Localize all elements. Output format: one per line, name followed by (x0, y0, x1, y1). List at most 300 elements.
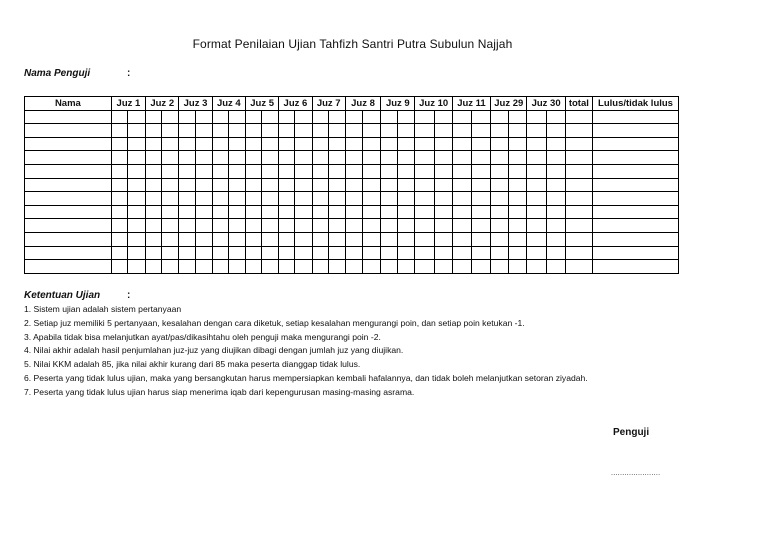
table-cell (295, 124, 312, 138)
table-cell (127, 205, 145, 219)
table-cell (398, 192, 415, 206)
table-cell (127, 137, 145, 151)
table-cell (593, 110, 679, 124)
table-cell (195, 178, 212, 192)
table-cell (509, 164, 527, 178)
table-cell (415, 205, 434, 219)
table-cell (381, 110, 398, 124)
column-header-juz-3: Juz 3 (179, 97, 212, 111)
table-cell (452, 192, 471, 206)
table-cell (295, 178, 312, 192)
table-cell (345, 219, 362, 233)
table-cell (328, 164, 345, 178)
column-header-juz-11: Juz 11 (452, 97, 490, 111)
table-cell (111, 219, 127, 233)
table-cell (328, 124, 345, 138)
table-row (25, 164, 679, 178)
table-cell (312, 124, 328, 138)
table-cell (162, 151, 179, 165)
table-cell (179, 219, 195, 233)
table-cell (312, 151, 328, 165)
table-cell (546, 232, 565, 246)
table-cell (111, 178, 127, 192)
table-cell (527, 151, 546, 165)
table-cell (363, 192, 381, 206)
table-cell (434, 124, 452, 138)
table-cell (146, 232, 162, 246)
table-cell (262, 219, 279, 233)
table-row (25, 219, 679, 233)
table-cell (363, 246, 381, 260)
table-cell (527, 232, 546, 246)
examiner-name-field (24, 68, 131, 79)
table-cell (491, 124, 509, 138)
table-cell (212, 246, 228, 260)
table-cell (212, 110, 228, 124)
table-cell (245, 151, 261, 165)
table-cell (25, 260, 112, 274)
table-cell (228, 260, 245, 274)
table-cell (509, 137, 527, 151)
table-cell (398, 151, 415, 165)
table-cell (565, 232, 592, 246)
examiner-name-label: Nama Penguji (24, 68, 91, 79)
table-cell (491, 219, 509, 233)
table-cell (593, 232, 679, 246)
table-cell (452, 110, 471, 124)
table-cell (127, 192, 145, 206)
table-cell (146, 151, 162, 165)
table-cell (279, 178, 295, 192)
table-cell (527, 178, 546, 192)
table-cell (111, 124, 127, 138)
table-cell (127, 219, 145, 233)
table-cell (162, 164, 179, 178)
table-cell (565, 246, 592, 260)
table-cell (279, 219, 295, 233)
table-cell (398, 232, 415, 246)
table-cell (345, 192, 362, 206)
table-cell (546, 178, 565, 192)
table-cell (565, 110, 592, 124)
table-cell (527, 219, 546, 233)
table-cell (127, 232, 145, 246)
table-cell (415, 260, 434, 274)
table-cell (565, 124, 592, 138)
table-cell (279, 124, 295, 138)
table-row (25, 232, 679, 246)
table-cell (565, 164, 592, 178)
table-cell (345, 164, 362, 178)
table-cell (146, 246, 162, 260)
table-cell (328, 260, 345, 274)
table-cell (527, 164, 546, 178)
table-cell (363, 124, 381, 138)
table-cell (25, 205, 112, 219)
exam-rules-label: Ketentuan Ujian (24, 290, 101, 301)
table-cell (345, 178, 362, 192)
table-cell (262, 178, 279, 192)
table-cell (279, 246, 295, 260)
table-cell (25, 178, 112, 192)
table-cell (25, 232, 112, 246)
table-cell (471, 192, 490, 206)
table-cell (381, 232, 398, 246)
table-cell (565, 192, 592, 206)
table-cell (195, 232, 212, 246)
table-cell (162, 260, 179, 274)
column-header-juz-9: Juz 9 (381, 97, 415, 111)
table-cell (195, 192, 212, 206)
table-cell (228, 137, 245, 151)
table-cell (179, 246, 195, 260)
table-cell (491, 164, 509, 178)
table-cell (279, 232, 295, 246)
table-cell (228, 124, 245, 138)
table-cell (195, 164, 212, 178)
table-cell (295, 232, 312, 246)
column-header-juz-10: Juz 10 (415, 97, 452, 111)
table-cell (245, 246, 261, 260)
table-cell (452, 260, 471, 274)
table-cell (527, 124, 546, 138)
table-cell (546, 137, 565, 151)
table-cell (491, 110, 509, 124)
table-cell (565, 151, 592, 165)
table-cell (312, 137, 328, 151)
table-cell (509, 192, 527, 206)
table-cell (179, 151, 195, 165)
examiner-name-colon: : (127, 68, 131, 79)
table-cell (279, 137, 295, 151)
table-cell (111, 205, 127, 219)
table-cell (398, 137, 415, 151)
rule-item: 5. Nilai KKM adalah 85, jika nilai akhir kurang dari 85 maka peserta dianggap tidak lulus. (24, 359, 361, 370)
rule-item: 3. Apabila tidak bisa melanjutkan ayat/pas/dikasihtahu oleh penguji maka mengurangi poin -2. (24, 331, 381, 342)
table-cell (415, 110, 434, 124)
table-cell (111, 246, 127, 260)
table-cell (381, 205, 398, 219)
table-cell (452, 137, 471, 151)
table-cell (127, 151, 145, 165)
table-cell (25, 110, 112, 124)
table-cell (127, 178, 145, 192)
column-header-juz-5: Juz 5 (245, 97, 278, 111)
table-cell (527, 137, 546, 151)
table-cell (312, 164, 328, 178)
table-cell (162, 232, 179, 246)
table-cell (593, 137, 679, 151)
table-cell (452, 205, 471, 219)
table-cell (434, 246, 452, 260)
table-cell (162, 124, 179, 138)
table-cell (491, 192, 509, 206)
table-cell (471, 246, 490, 260)
table-cell (434, 219, 452, 233)
table-cell (509, 124, 527, 138)
table-row (25, 260, 679, 274)
table-row (25, 192, 679, 206)
table-cell (471, 219, 490, 233)
table-cell (491, 232, 509, 246)
signature-label: Penguji (613, 427, 650, 438)
table-cell (25, 192, 112, 206)
table-cell (491, 205, 509, 219)
table-cell (363, 219, 381, 233)
table-cell (111, 110, 127, 124)
table-cell (509, 151, 527, 165)
table-cell (195, 110, 212, 124)
table-cell (179, 232, 195, 246)
table-cell (279, 151, 295, 165)
rule-item: 2. Setiap juz memiliki 5 pertanyaan, kesalahan dengan cara diketuk, setiap kesalahan mengurangi poin, dan setiap poin ketukan -1. (24, 317, 525, 328)
column-header-juz-29: Juz 29 (491, 97, 527, 111)
table-cell (111, 151, 127, 165)
table-cell (228, 110, 245, 124)
table-cell (345, 137, 362, 151)
table-cell (381, 219, 398, 233)
table-cell (345, 260, 362, 274)
rule-item: 4. Nilai akhir adalah hasil penjumlahan juz-juz yang diujikan dibagi dengan jumlah juz yang diujikan. (24, 345, 404, 356)
table-cell (146, 178, 162, 192)
table-cell (381, 246, 398, 260)
table-cell (546, 192, 565, 206)
rule-item: 7. Peserta yang tidak lulus ujian harus siap menerima iqab dari kepengurusan masing-masing asrama. (24, 386, 415, 397)
table-cell (381, 151, 398, 165)
table-row (25, 151, 679, 165)
table-cell (262, 151, 279, 165)
table-cell (312, 178, 328, 192)
table-cell (179, 164, 195, 178)
table-cell (452, 232, 471, 246)
table-cell (415, 137, 434, 151)
table-cell (25, 137, 112, 151)
table-cell (262, 192, 279, 206)
table-cell (363, 137, 381, 151)
table-cell (146, 137, 162, 151)
table-body (25, 110, 679, 273)
table-cell (295, 260, 312, 274)
table-cell (245, 219, 261, 233)
table-cell (279, 192, 295, 206)
table-cell (195, 219, 212, 233)
exam-rules-heading (24, 290, 131, 301)
table-cell (228, 192, 245, 206)
table-row (25, 110, 679, 124)
table-cell (415, 219, 434, 233)
table-cell (146, 110, 162, 124)
table-cell (471, 178, 490, 192)
table-cell (415, 151, 434, 165)
table-cell (195, 151, 212, 165)
table-cell (452, 178, 471, 192)
table-cell (593, 124, 679, 138)
table-cell (471, 205, 490, 219)
table-cell (345, 124, 362, 138)
column-header-juz-4: Juz 4 (212, 97, 245, 111)
rule-item: 6. Peserta yang tidak lulus ujian, maka yang bersangkutan harus mempersiapkan kembali hafalannya, dan tidak boleh melanjutkan setoran ziyadah. (24, 372, 588, 383)
table-cell (295, 192, 312, 206)
table-cell (434, 205, 452, 219)
column-header-juz-6: Juz 6 (279, 97, 312, 111)
table-cell (295, 164, 312, 178)
table-cell (228, 219, 245, 233)
table-cell (546, 246, 565, 260)
table-cell (415, 246, 434, 260)
exam-rules-colon: : (127, 290, 131, 301)
column-header-name: Nama (25, 97, 112, 111)
table-cell (398, 205, 415, 219)
table-cell (434, 192, 452, 206)
table-cell (179, 192, 195, 206)
table-cell (527, 246, 546, 260)
table-cell (434, 178, 452, 192)
table-cell (593, 178, 679, 192)
signature-line: ...................... (611, 470, 661, 477)
table-cell (195, 124, 212, 138)
table-cell (146, 205, 162, 219)
table-cell (179, 137, 195, 151)
column-header-juz-7: Juz 7 (312, 97, 345, 111)
table-cell (593, 205, 679, 219)
table-cell (262, 246, 279, 260)
table-cell (345, 151, 362, 165)
table-cell (452, 164, 471, 178)
table-cell (398, 246, 415, 260)
table-cell (452, 124, 471, 138)
table-cell (471, 110, 490, 124)
table-cell (509, 205, 527, 219)
table-cell (111, 260, 127, 274)
table-cell (111, 137, 127, 151)
column-header-juz-30: Juz 30 (527, 97, 565, 111)
column-header-total: total (565, 97, 592, 111)
table-cell (363, 205, 381, 219)
table-cell (262, 164, 279, 178)
table-cell (565, 178, 592, 192)
table-cell (245, 137, 261, 151)
table-cell (328, 246, 345, 260)
table-cell (25, 219, 112, 233)
table-cell (212, 137, 228, 151)
table-cell (212, 205, 228, 219)
table-cell (146, 164, 162, 178)
table-cell (179, 124, 195, 138)
table-row (25, 178, 679, 192)
table-cell (245, 232, 261, 246)
table-cell (328, 178, 345, 192)
document-title: Format Penilaian Ujian Tahfizh Santri Putra Subulun Najjah (192, 37, 513, 51)
table-cell (434, 164, 452, 178)
column-header-result: Lulus/tidak lulus (593, 97, 679, 111)
table-cell (127, 110, 145, 124)
table-cell (363, 110, 381, 124)
table-cell (179, 260, 195, 274)
table-cell (195, 260, 212, 274)
table-cell (565, 219, 592, 233)
table-cell (398, 178, 415, 192)
table-cell (262, 124, 279, 138)
table-cell (381, 164, 398, 178)
table-cell (434, 110, 452, 124)
table-cell (312, 260, 328, 274)
table-cell (228, 151, 245, 165)
table-cell (179, 178, 195, 192)
table-cell (398, 219, 415, 233)
table-cell (452, 151, 471, 165)
table-cell (262, 260, 279, 274)
table-cell (471, 232, 490, 246)
table-cell (434, 232, 452, 246)
table-cell (162, 205, 179, 219)
table-cell (471, 151, 490, 165)
table-cell (312, 219, 328, 233)
table-cell (146, 219, 162, 233)
table-cell (363, 260, 381, 274)
table-cell (212, 151, 228, 165)
table-cell (546, 164, 565, 178)
table-cell (279, 260, 295, 274)
exam-rules-list (24, 303, 744, 400)
table-cell (212, 219, 228, 233)
table-cell (398, 124, 415, 138)
table-cell (509, 110, 527, 124)
table-cell (228, 232, 245, 246)
table-cell (509, 260, 527, 274)
rule-item: 1. Sistem ujian adalah sistem pertanyaan (24, 304, 182, 314)
table-cell (565, 205, 592, 219)
table-cell (245, 110, 261, 124)
table-cell (25, 246, 112, 260)
table-cell (212, 124, 228, 138)
table-cell (328, 205, 345, 219)
table-cell (415, 178, 434, 192)
table-cell (509, 219, 527, 233)
table-cell (345, 246, 362, 260)
table-cell (398, 110, 415, 124)
table-cell (527, 205, 546, 219)
table-cell (25, 124, 112, 138)
table-cell (452, 219, 471, 233)
table-cell (295, 151, 312, 165)
table-cell (415, 232, 434, 246)
table-cell (127, 260, 145, 274)
table-cell (245, 178, 261, 192)
table-row (25, 205, 679, 219)
table-row (25, 246, 679, 260)
table-cell (312, 110, 328, 124)
table-cell (328, 192, 345, 206)
table-cell (363, 151, 381, 165)
column-header-juz-2: Juz 2 (146, 97, 179, 111)
table-cell (312, 192, 328, 206)
table-cell (179, 205, 195, 219)
table-cell (381, 192, 398, 206)
table-cell (415, 164, 434, 178)
table-cell (212, 260, 228, 274)
table-cell (328, 137, 345, 151)
table-cell (245, 192, 261, 206)
table-cell (162, 246, 179, 260)
table-cell (527, 260, 546, 274)
table-row (25, 137, 679, 151)
table-cell (363, 178, 381, 192)
table-cell (593, 260, 679, 274)
table-cell (228, 205, 245, 219)
table-cell (434, 260, 452, 274)
table-cell (25, 151, 112, 165)
table-cell (491, 178, 509, 192)
